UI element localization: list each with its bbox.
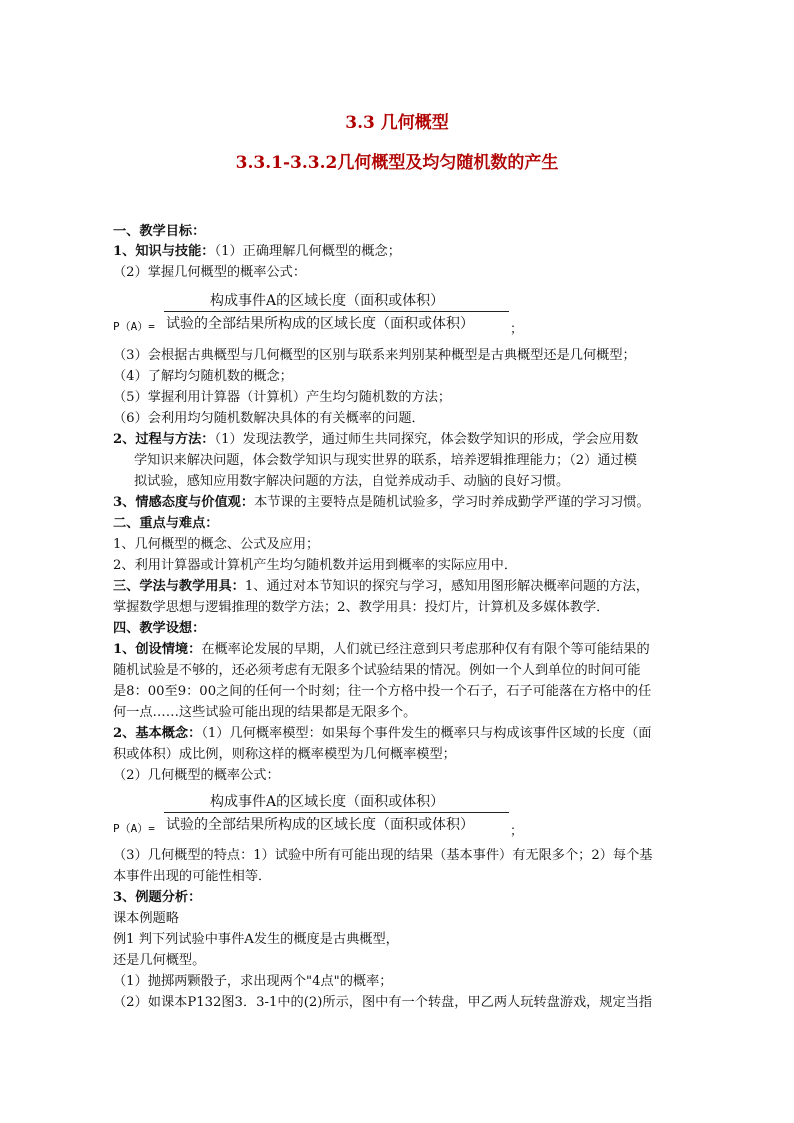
formula1-fraction-bar: [164, 311, 509, 312]
formula1-pa: P（A）=: [113, 320, 155, 333]
design-heading: 四、教学设想：: [113, 621, 206, 636]
goal2-text3: 拟试验，感知应用数字解决问题的方法，自觉养成动手、动脑的良好习惯。: [134, 474, 570, 489]
formula2-pa: P（A）=: [113, 822, 155, 835]
goal1-label: 1、知识与技能：: [113, 244, 215, 259]
example1-q2: （2）如课本P132图3．3-1中的(2)所示，图中有一个转盘，甲乙两人玩转盘游戏，规定当指: [113, 995, 653, 1010]
design3-label: 3、例题分析：: [113, 890, 202, 905]
goal2-text2: 学知识来解决问题，体会数学知识与现实世界的联系，培养逻辑推理能力；（2）通过模: [134, 453, 637, 468]
design1-line: [113, 640, 683, 660]
tools-text1: 1、通过对本节知识的探究与学习，感知用图形解决概率问题的方法，: [244, 579, 649, 594]
example1-q1: （1）抛掷两颗骰子，求出现两个"4点"的概率；: [113, 974, 393, 989]
design2-text2: 积或体积）成比例，则称这样的概率模型为几何概率模型；: [113, 747, 456, 762]
goal1-6: （6）会利用均匀随机数解决具体的有关概率的问题．: [113, 411, 425, 426]
design2-label: 2、基本概念：: [113, 726, 202, 741]
formula1-numerator: 构成事件A的区域长度（面积或体积）: [210, 293, 445, 309]
design1-text1: 在概率论发展的早期，人们就已经注意到只考虑那种仅有有限个等可能结果的: [201, 642, 650, 657]
goal1-text: （1）正确理解几何概型的概念；: [214, 244, 401, 259]
design2-line: [113, 724, 683, 744]
formula2-numerator: 构成事件A的区域长度（面积或体积）: [210, 794, 445, 810]
formula1-semicolon: ；: [510, 322, 524, 337]
lesson-title: 3.3.1-3.3.2几何概型及均匀随机数的产生: [235, 153, 559, 173]
goal1-5: （5）掌握利用计算器（计算机）产生均匀随机数的方法；: [113, 390, 452, 405]
design1-text4: 何一点……这些试验可能出现的结果都是无限多个。: [113, 705, 417, 720]
example1-line1: 例1 判下列试验中事件A发生的概度是古典概型，: [113, 932, 399, 947]
formula2-semicolon: ；: [510, 824, 524, 839]
design2-text1: （1）几何概率模型：如果每个事件发生的概率只与构成该事件区域的长度（面: [201, 726, 652, 741]
goal3-text: 本节课的主要特点是随机试验多，学习时养成勤学严谨的学习习惯。: [254, 495, 650, 510]
goal1-2: （2）掌握几何概型的概率公式：: [113, 265, 307, 280]
goal1-3: （3）会根据古典概型与几何概型的区别与联系来判别某种概型是古典概型还是几何概型；: [113, 348, 636, 363]
design1-label: 1、创设情境：: [113, 642, 202, 657]
goals-heading: 一、教学目标：: [113, 224, 206, 239]
tools-label: 三、学法与教学用具：: [113, 579, 245, 594]
goal3-label: 3、情感态度与价值观：: [113, 495, 255, 510]
section-title: 3.3 几何概型: [345, 113, 449, 133]
design2-text5: 本事件出现的可能性相等．: [113, 869, 272, 884]
design2-text4: （3）几何概型的特点：1）试验中所有可能出现的结果（基本事件）有无限多个；2）每个基: [113, 848, 653, 863]
example1-line2: 还是几何概型。: [113, 953, 206, 968]
example-intro: 课本例题略: [113, 911, 179, 926]
goal1-line: [113, 242, 683, 262]
design2-text3: （2）几何概型的概率公式：: [113, 768, 280, 783]
tools-line: [113, 577, 683, 597]
formula2-fraction-bar: [164, 812, 509, 813]
goal2-label: 2、过程与方法：: [113, 432, 215, 447]
goal2-text1: （1）发现法教学，通过师生共同探究，体会数学知识的形成，学会应用数: [214, 432, 639, 447]
goal1-4: （4）了解均匀随机数的概念；: [113, 369, 293, 384]
design1-text3: 是8：00至9：00之间的任何一个时刻；往一个方格中投一个石子，石子可能落在方格中的任: [113, 684, 652, 699]
key-heading: 二、重点与难点：: [113, 516, 219, 531]
key1: 1、几何概型的概念、公式及应用；: [113, 537, 320, 552]
goal2-line: [113, 430, 683, 450]
tools-text2: 掌握数学思想与逻辑推理的数学方法；2、教学用具：投灯片，计算机及多媒体教学．: [113, 600, 610, 615]
formula2-denominator: 试验的全部结果所构成的区域长度（面积或体积）: [166, 817, 474, 833]
formula1-denominator: 试验的全部结果所构成的区域长度（面积或体积）: [166, 316, 474, 332]
key2: 2、利用计算器或计算机产生均匀随机数并运用到概率的实际应用中．: [113, 558, 518, 573]
design1-text2: 随机试验是不够的，还必须考虑有无限多个试验结果的情况。例如一个人到单位的时间可能: [113, 663, 641, 678]
goal3-line: [113, 493, 683, 513]
